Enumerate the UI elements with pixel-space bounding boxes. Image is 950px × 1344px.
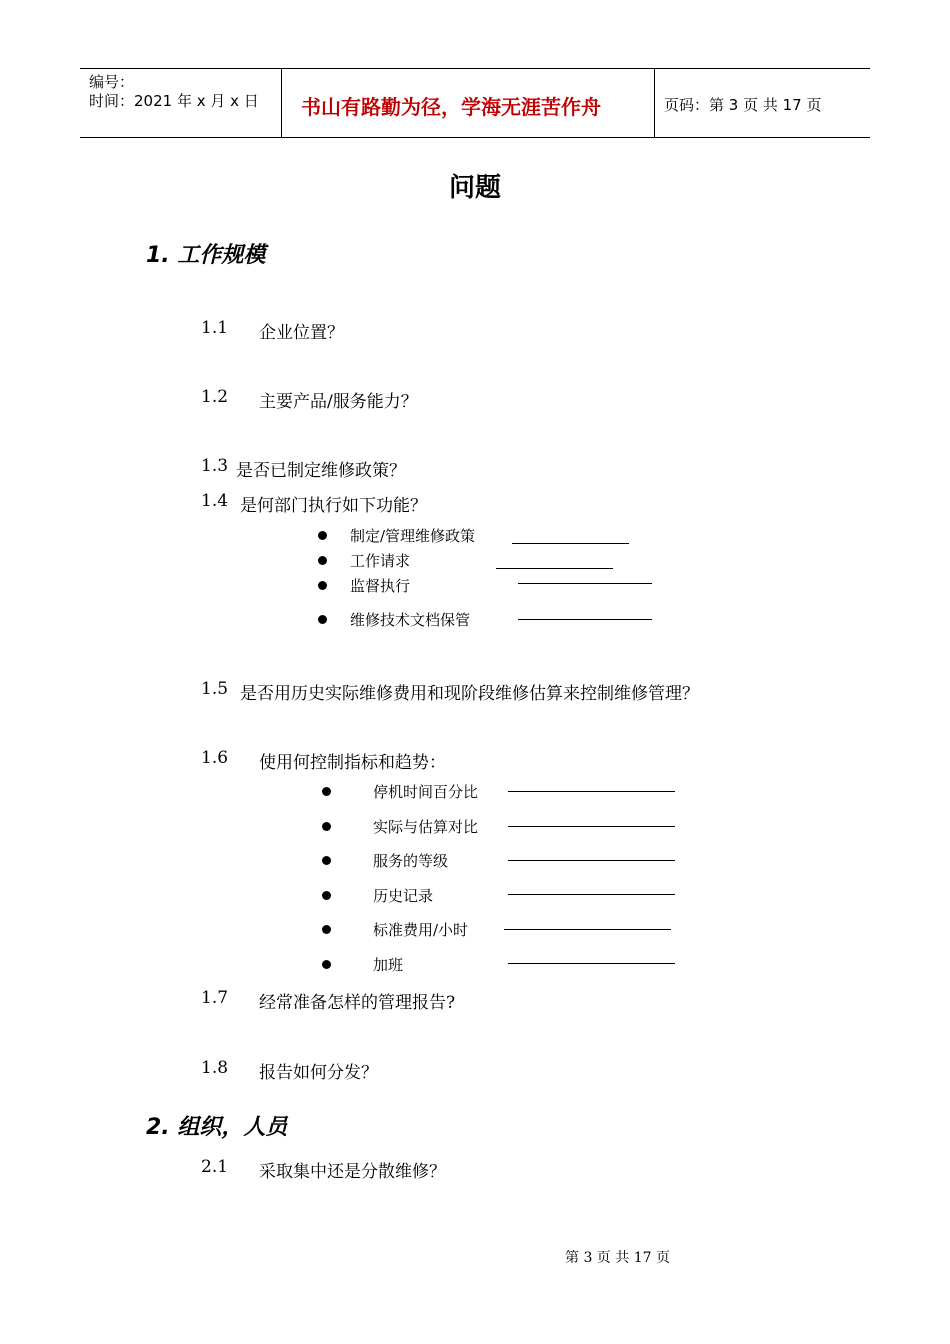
answer-blank[interactable] [508,860,675,861]
answer-blank[interactable] [508,894,675,895]
header-motto: 书山有路勤为径，学海无涯苦作舟 [301,95,601,119]
question-text: 是否已制定维修政策？ [236,461,406,481]
list-item: 制定/管理维修政策 [350,527,476,545]
header-time-label: 时间：2021 年 x 月 x 日 [89,92,259,110]
header-divider [281,69,282,137]
question-text: 企业位置？ [259,323,344,343]
bullet-icon [322,856,331,865]
answer-blank[interactable] [518,619,652,620]
question-number: 2.1 [201,1157,229,1177]
question-number: 1.3 [201,456,229,476]
bullet-icon [318,531,327,540]
list-item: 加班 [373,956,404,974]
bullet-icon [322,787,331,796]
bullet-icon [318,615,327,624]
answer-blank[interactable] [508,826,675,827]
question-number: 1.1 [201,318,229,338]
answer-blank[interactable] [518,583,652,584]
list-item: 服务的等级 [373,852,449,870]
header-number-label: 编号： [89,73,135,91]
answer-blank[interactable] [504,929,671,930]
question-text: 报告如何分发？ [259,1063,378,1083]
list-item: 停机时间百分比 [373,783,479,801]
list-item: 监督执行 [350,577,411,595]
footer-page-number: 第 3 页 共 17 页 [565,1250,670,1266]
section-1-heading: 1. 工作规模 [146,243,266,268]
question-number: 1.5 [201,679,229,699]
bullet-icon [322,925,331,934]
bullet-icon [318,581,327,590]
question-number: 1.2 [201,387,229,407]
list-item: 工作请求 [350,552,411,570]
page-title: 问题 [448,173,501,203]
list-item: 标准费用/小时 [373,921,469,939]
answer-blank[interactable] [508,791,675,792]
question-text: 是何部门执行如下功能？ [240,496,427,516]
list-item: 维修技术文档保管 [350,611,471,629]
question-number: 1.4 [201,491,229,511]
list-item: 实际与估算对比 [373,818,479,836]
header-page-label: 页码：第 3 页 共 17 页 [664,96,822,114]
bullet-icon [322,960,331,969]
bullet-icon [318,556,327,565]
page-header [80,68,870,138]
answer-blank[interactable] [508,963,675,964]
section-2-heading: 2. 组织，人员 [146,1115,288,1140]
question-number: 1.7 [201,988,229,1008]
question-text: 采取集中还是分散维修？ [259,1162,446,1182]
question-text: 是否用历史实际维修费用和现阶段维修估算来控制维修管理？ [240,684,699,704]
question-number: 1.8 [201,1058,229,1078]
question-text: 经常准备怎样的管理报告? [259,993,456,1013]
answer-blank[interactable] [512,543,629,544]
bullet-icon [322,891,331,900]
bullet-icon [322,822,331,831]
answer-blank[interactable] [496,568,613,569]
question-text: 使用何控制指标和趋势： [259,753,446,773]
header-divider [654,69,655,137]
list-item: 历史记录 [373,887,434,905]
question-number: 1.6 [201,748,229,768]
question-text: 主要产品/服务能力？ [259,392,418,412]
